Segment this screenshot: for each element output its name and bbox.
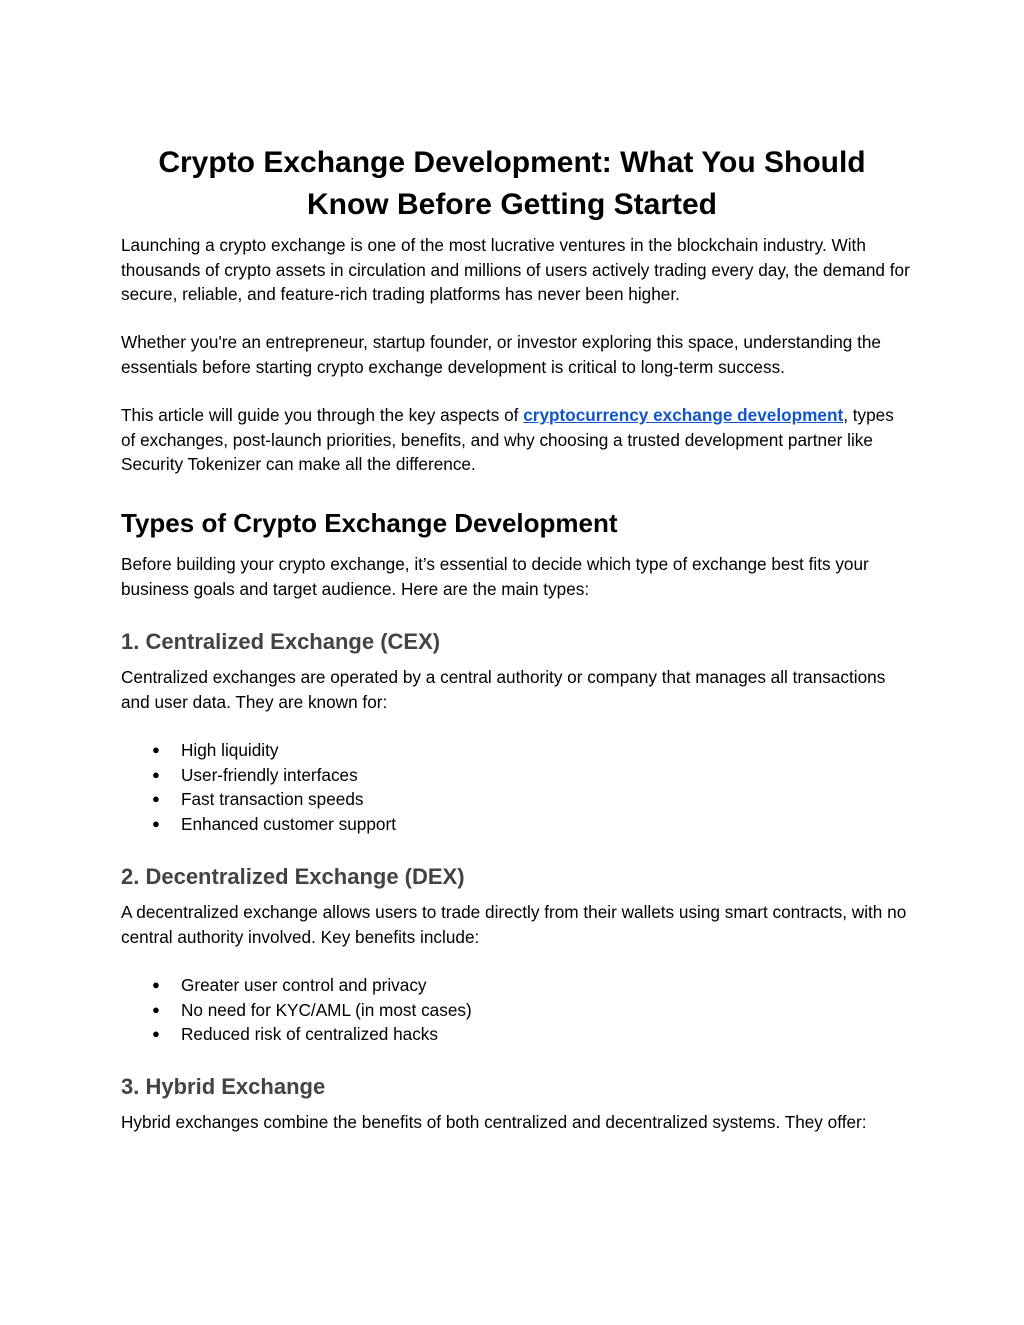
list-item xyxy=(121,738,396,763)
types-section-heading: Types of Crypto Exchange Development xyxy=(121,508,618,538)
cryptocurrency-exchange-development-link[interactable]: cryptocurrency exchange development xyxy=(523,405,844,425)
list-item-text: Fast transaction speeds xyxy=(181,789,364,809)
list-item xyxy=(121,998,472,1023)
intro-paragraph-2: Whether you're an entrepreneur, startup founder, or investor exploring this space, understanding the essentials before starting crypto exchange development is critical to long-term success. xyxy=(121,332,881,377)
bullet-icon: ● xyxy=(152,1026,160,1041)
bullet-icon: ● xyxy=(152,766,160,782)
list-item xyxy=(121,787,396,812)
cex-heading: 1. Centralized Exchange (CEX) xyxy=(121,629,441,654)
list-item xyxy=(121,1022,472,1047)
list-item-text: Greater user control and privacy xyxy=(181,975,427,995)
cex-bullet-list xyxy=(121,738,396,836)
intro-paragraph-3-after: , types of exchanges, post-launch priorities, benefits, and why choosing a trusted development partner like Security Tokenizer can make all the difference. xyxy=(121,405,894,474)
intro-paragraph-3 xyxy=(121,403,911,477)
list-item xyxy=(121,973,472,998)
intro-paragraph-3-before: This article will guide you through the key aspects of xyxy=(121,405,524,425)
page-title: Crypto Exchange Development: What You Should Know Before Getting Started xyxy=(158,146,866,221)
intro-paragraph-1: Launching a crypto exchange is one of the most lucrative ventures in the blockchain industry. With thousands of crypto assets in circulation and millions of users actively trading every day, the demand for secure, reliable, and feature-rich trading platforms has never been higher. xyxy=(121,235,910,304)
list-item-text: High liquidity xyxy=(181,740,279,760)
hybrid-description: Hybrid exchanges combine the benefits of both centralized and decentralized systems. They offer: xyxy=(121,1112,867,1132)
hybrid-heading: 3. Hybrid Exchange xyxy=(121,1074,326,1099)
list-item-text: User-friendly interfaces xyxy=(181,764,358,785)
cex-description: Centralized exchanges are operated by a central authority or company that manages all transactions and user data. They are known for: xyxy=(121,667,886,712)
list-item-text: Reduced risk of centralized hacks xyxy=(181,1024,438,1044)
types-section-intro: Before building your crypto exchange, it’s essential to decide which type of exchange best fits your business goals and target audience. Here are the main types: xyxy=(121,554,869,599)
list-item-text: No need for KYC/AML (in most cases) xyxy=(181,999,472,1020)
list-item xyxy=(121,763,396,788)
list-item-text: Enhanced customer support xyxy=(181,813,396,834)
bullet-icon: ● xyxy=(152,1001,160,1017)
bullet-icon: ● xyxy=(152,791,160,806)
dex-bullet-list xyxy=(121,973,472,1047)
bullet-icon: ● xyxy=(152,742,160,757)
dex-heading: 2. Decentralized Exchange (DEX) xyxy=(121,864,465,889)
list-item xyxy=(121,812,396,837)
bullet-icon: ● xyxy=(152,815,160,831)
dex-description: A decentralized exchange allows users to trade directly from their wallets using smart contracts, with no central authority involved. Key benefits include: xyxy=(121,902,907,947)
bullet-icon: ● xyxy=(152,977,160,992)
